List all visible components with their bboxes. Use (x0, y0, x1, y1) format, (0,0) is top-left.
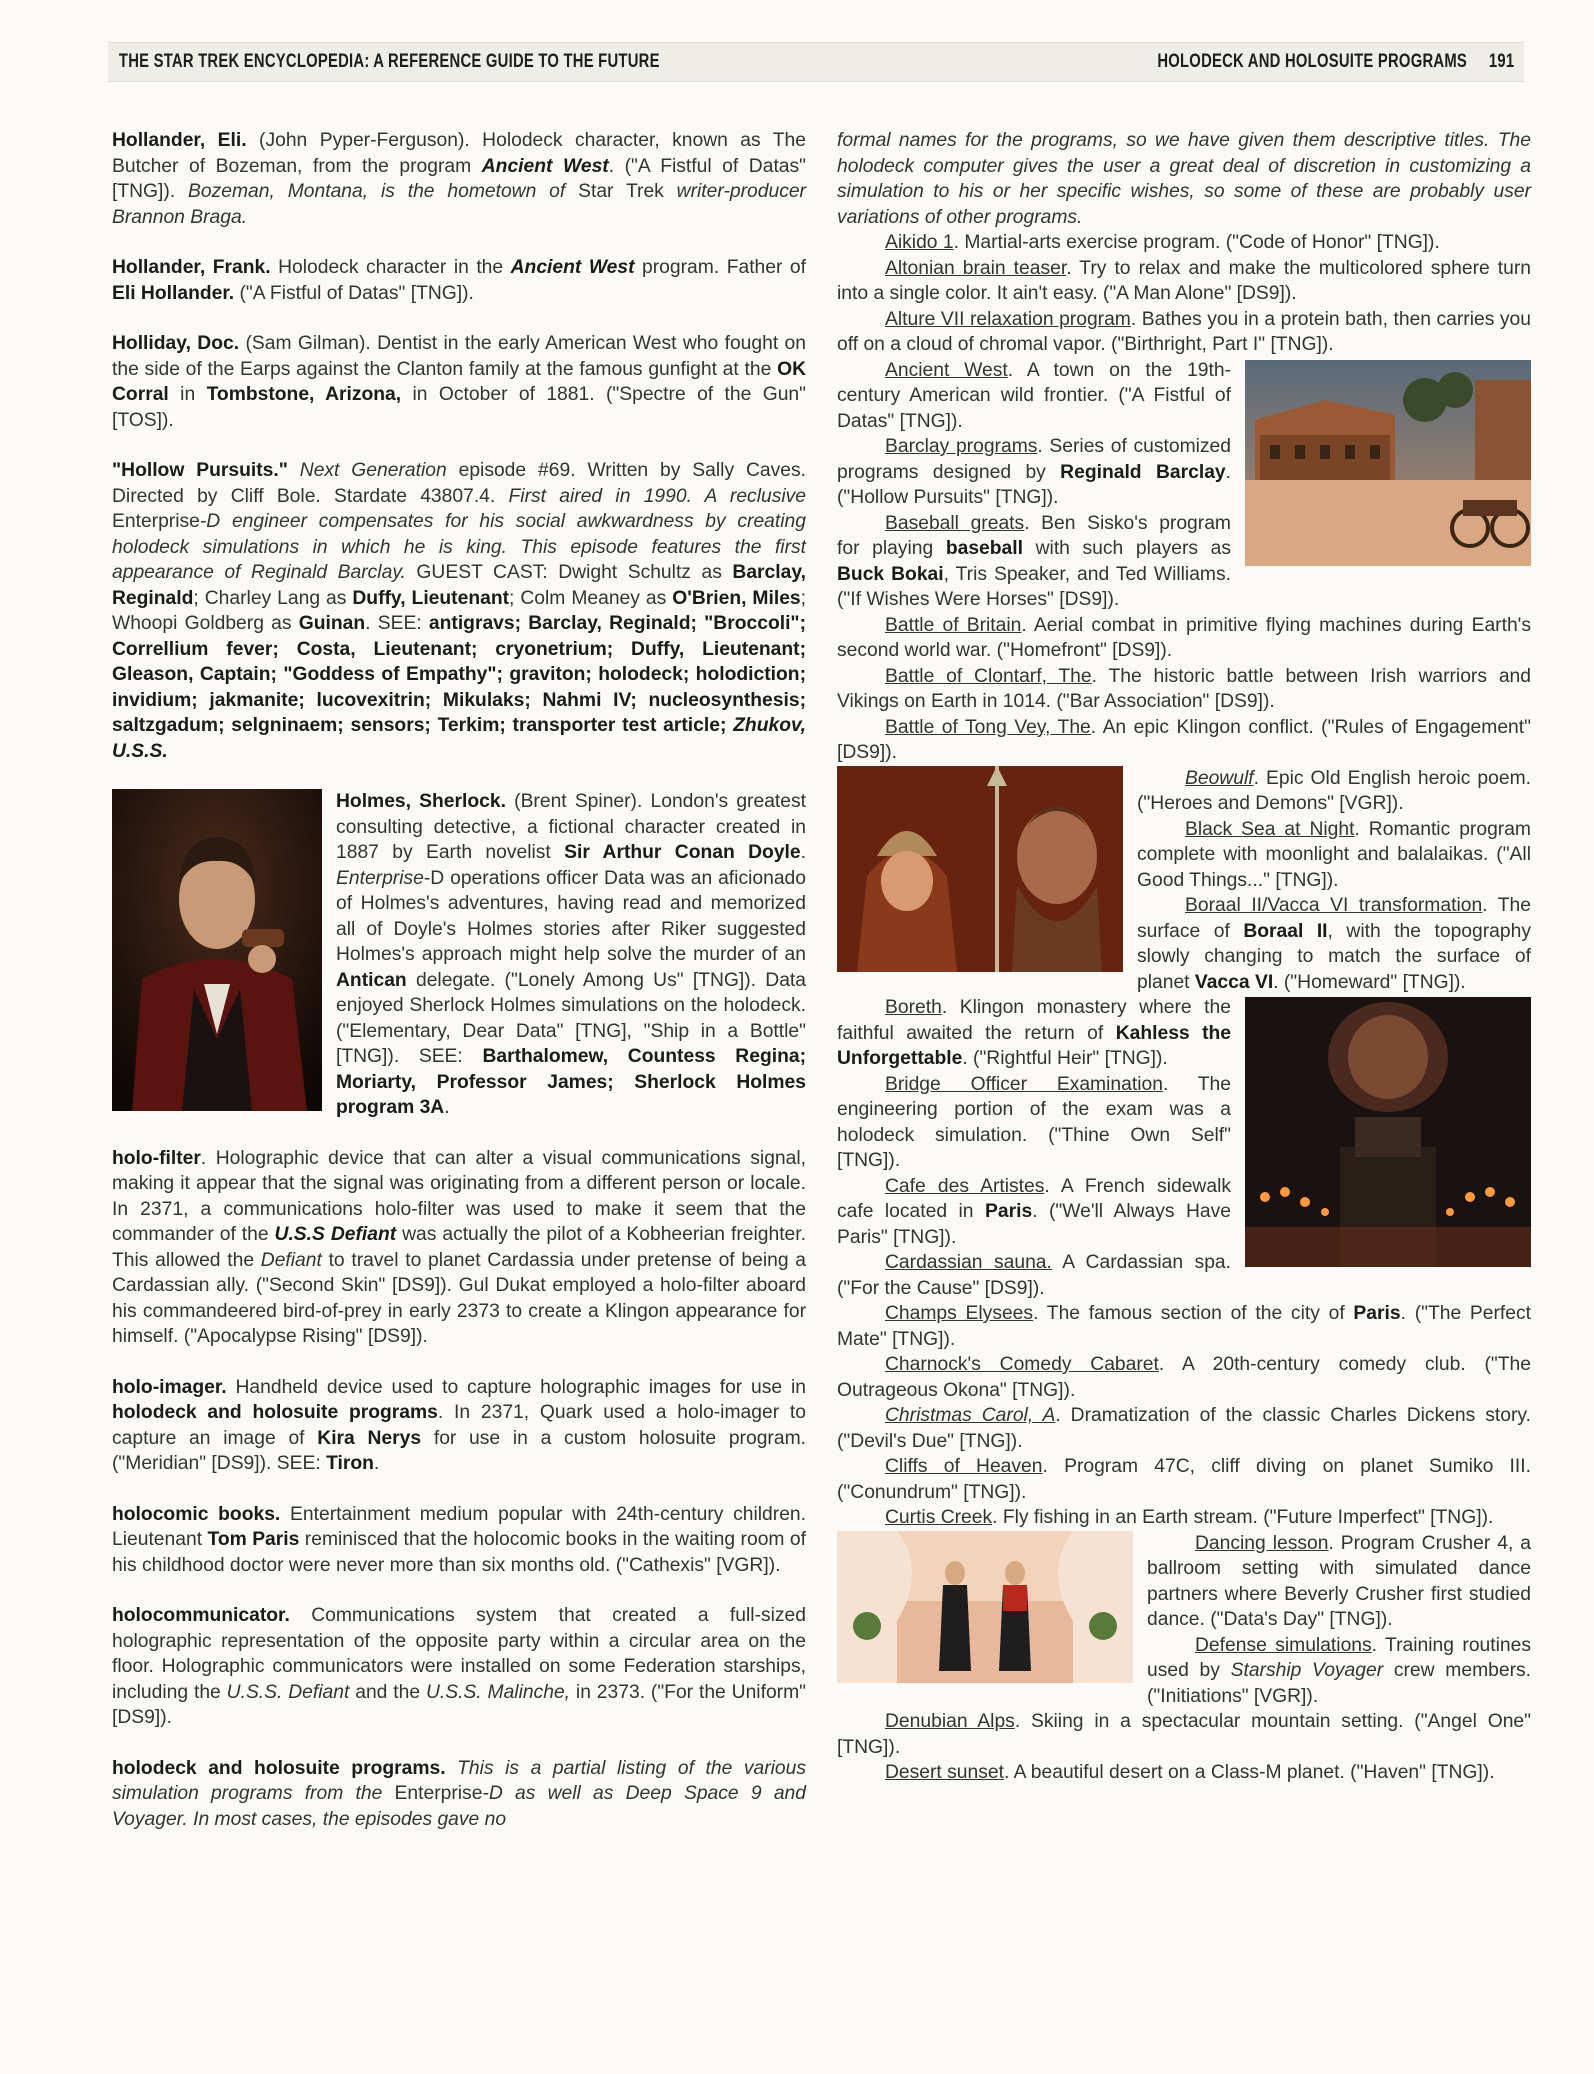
program-text: . The surface of (1137, 895, 1531, 942)
program-text: . ("The Perfect Mate" [TNG]). (837, 1303, 1532, 1350)
cross-reference: U.S.S Defiant (274, 1224, 397, 1245)
program-text: , with the topography slowly changing to match the surface of planet (1137, 920, 1531, 993)
entry-text: delegate. ("Lonely Among Us" [TNG]). Data enjoyed Sherlock Holmes simulations on the holodeck. ("Elementary, Dear Data" [TNG], "Ship in a Bottle" [TNG]). SEE: (336, 969, 806, 1067)
program-champs-elysees (837, 1301, 1531, 1352)
entry-text: in 2373. ("For the Uniform" [DS9]). (112, 1681, 806, 1728)
entry-text: in (168, 384, 207, 405)
program-name: Cardassian sauna. (885, 1252, 1052, 1273)
cross-reference: Paris (985, 1201, 1033, 1222)
program-text: . ("Hollow Pursuits" [TNG]). (837, 461, 1231, 508)
entry-note: This is a partial listing of the various simulation programs from the (112, 1757, 807, 1804)
program-name: Battle of Clontarf, The (885, 665, 1092, 687)
program-text: . Martial-arts exercise program. ("Code of Honor" [TNG]). (953, 232, 1440, 253)
program-note: Starship Voyager (1230, 1660, 1384, 1681)
program-text: . Ben Sisko's program for playing (837, 512, 1231, 559)
cross-reference: Ancient West (481, 155, 609, 177)
sherlock-holmes-photo (112, 789, 322, 1111)
entry-text: . (800, 842, 806, 863)
entry-note: U.S.S. Malinche, (425, 1681, 571, 1703)
cross-reference: Guinan (298, 613, 366, 634)
cross-reference: O'Brien, Miles (672, 587, 801, 609)
headword: Hollander, Frank. (112, 257, 271, 278)
cross-reference: Eli Hollander. (112, 282, 235, 304)
entry-text: . (444, 1097, 450, 1118)
cross-reference-list: Barthalomew, Countess Regina; Moriarty, Professor James; Sherlock Holmes program 3A (336, 1046, 807, 1118)
entry-text: ; Whoopi Goldberg as (112, 587, 807, 634)
program-text: . Fly fishing in an Earth stream. ("Future Imperfect" [TNG]). (992, 1507, 1494, 1528)
entry-text (288, 460, 300, 481)
entry-text: Handheld device used to capture holographic images for use in (226, 1376, 806, 1398)
entry-holocommunicator (112, 1603, 806, 1731)
boreth-photo (1245, 997, 1531, 1267)
program-name: Cliffs of Heaven (885, 1456, 1043, 1477)
entry-note: -D engineer compensates for his social awkwardness by creating holodeck simulations in which he is king. This episode features the first appearance of Reginald Barclay. (112, 511, 806, 583)
cross-reference: Buck Bokai (837, 563, 944, 585)
cross-reference: Kahless the Unforgettable (837, 1022, 1231, 1069)
headword: Hollander, Eli. (112, 130, 247, 151)
program-name: Altonian brain teaser (885, 257, 1067, 279)
cross-reference: baseball (945, 538, 1023, 559)
program-text: crew members. ("Initiations" [VGR]). (1147, 1660, 1531, 1707)
header-right (1158, 51, 1524, 73)
program-text: . Bathes you in a protein bath, then carries you off on a cloud of chromal vapor. ("Birthright, Part I" [TNG]). (837, 308, 1531, 355)
program-name: Battle of Britain (885, 614, 1022, 636)
program-text: . Dramatization of the classic Charles Dickens story. ("Devil's Due" [TNG]). (837, 1405, 1531, 1452)
program-battle-tong-vey (837, 715, 1531, 766)
entry-hollander-frank (112, 255, 806, 306)
program-text: . ("We'll Always Have Paris" [TNG]). (837, 1201, 1231, 1248)
program-text: . Klingon monastery where the faithful awaited the return of (837, 997, 1231, 1044)
ancient-west-photo (1245, 360, 1531, 566)
cross-reference: Kira Nerys (317, 1427, 422, 1449)
entry-text: . In 2371, Quark used a holo-imager to capture an image of (112, 1402, 806, 1449)
cross-reference: Antican (336, 969, 407, 991)
program-text: . ("Rightful Heir" [TNG]). (962, 1048, 1168, 1069)
headword: "Hollow Pursuits." (112, 460, 288, 481)
program-text: . An epic Klingon conflict. ("Rules of Engagement" [DS9]). (837, 716, 1531, 763)
entry-holocomic-books (112, 1502, 806, 1579)
program-text: . A 20th-century comedy club. ("The Outrageous Okona" [TNG]). (837, 1354, 1532, 1401)
entry-note: Next Generation (299, 460, 447, 481)
running-header (108, 42, 1524, 82)
entry-note: -D as well as Deep Space 9 and Voyager. In most cases, the episodes gave no (112, 1783, 806, 1830)
program-text: . A beautiful desert on a Class-M planet. ("Haven" [TNG]). (1003, 1762, 1495, 1783)
entry-text: ; Colm Meaney as (509, 587, 673, 609)
program-text: with such players as (1023, 538, 1231, 559)
entry-text: ; Charley Lang as (193, 587, 353, 609)
cross-reference: Tom Paris (207, 1529, 300, 1550)
cross-reference-list: antigravs; Barclay, Reginald; "Broccoli"; Correllium fever; Costa, Lieutenant; cryonetrium; Duffy, Lieutenant; Gleason, Captain; "Goddess of Empathy"; graviton; holodeck; holodiction; invidium; jakmanite; lucovexitrin; Mikulaks; Nahmi IV; nucleosynthesis; saltzgadum; selgninaem; sensors; Terkim; transporter test article; (112, 613, 806, 736)
program-text: . ("Homeward" [TNG]). (1273, 971, 1466, 993)
entry-text: Entertainment medium popular with 24th-century children. Lieutenant (112, 1503, 806, 1550)
program-text: . Training routines used by (1147, 1634, 1531, 1681)
entry-holodeck-programs (112, 1756, 806, 1833)
section-title: HOLODECK AND HOLOSUITE PROGRAMS (1157, 51, 1468, 72)
headword: Holliday, Doc. (112, 333, 240, 354)
entry-text: program. Father of (634, 257, 806, 278)
program-denubian-alps (837, 1709, 1531, 1760)
program-charnocks (837, 1352, 1531, 1403)
headword: holocomic books. (112, 1503, 281, 1525)
headword: holo-imager. (112, 1376, 227, 1398)
entry-text: in October of 1881. ("Spectre of the Gun" [TOS]). (112, 384, 806, 431)
program-text: , Tris Speaker, and Ted Williams. ("If Wishes Were Horses" [DS9]). (837, 563, 1231, 610)
program-name: Black Sea at Night (1185, 818, 1355, 840)
entry-text: ("A Fistful of Datas" [TNG]). (234, 282, 474, 304)
program-text: . The historic battle between Irish warriors and Vikings on Earth in 1014. ("Bar Association" [DS9]). (837, 665, 1531, 712)
program-text: . Epic Old English heroic poem. ("Heroes and Demons" [VGR]). (1137, 767, 1531, 814)
headword: Holmes, Sherlock. (336, 791, 506, 812)
program-name: Barclay programs (885, 436, 1038, 457)
cross-reference: Duffy, Lieutenant (352, 587, 510, 609)
entry-text: and the (349, 1681, 426, 1703)
entry-note: First aired in 1990. A reclusive (508, 485, 806, 507)
intro-continuation: formal names for the programs, so we have given them descriptive titles. The holodeck computer gives the user a great deal of discretion in customizing a simulation to his or her specific wishes, so some of these are probably user variations of other programs. (837, 130, 1531, 228)
entry-text: Holodeck character in the (270, 257, 511, 278)
entry-note: U.S.S. Defiant (226, 1681, 350, 1703)
cross-reference: Reginald Barclay (1060, 461, 1226, 483)
cross-reference: Sir Arthur Conan Doyle (564, 842, 801, 863)
program-name: Aikido 1 (885, 232, 954, 253)
program-name: Ancient West (885, 359, 1008, 381)
entry-text: (Brent Spiner). London's greatest consulting detective, a fictional character created in 1887 by Earth novelist (336, 791, 806, 863)
program-name: Battle of Tong Vey, The (885, 716, 1091, 738)
program-cliffs-of-heaven (837, 1454, 1531, 1505)
dancing-lesson-photo (837, 1531, 1133, 1683)
headword: holodeck and holosuite programs. (112, 1757, 446, 1779)
entry-text: was actually the pilot of a Kobheerian freighter. This allowed the (112, 1224, 806, 1271)
headword: holo-filter (112, 1147, 201, 1169)
program-text: . The engineering portion of the exam was a holodeck simulation. ("Thine Own Self" [TNG]). (837, 1073, 1232, 1171)
cross-reference: Vacca VI (1194, 971, 1274, 993)
program-name: Champs Elysees (885, 1303, 1034, 1324)
entry-holliday-doc (112, 331, 806, 433)
entry-hollander-eli (112, 128, 806, 230)
program-battle-britain (837, 613, 1531, 664)
entry-note: Bozeman, Montana, is the hometown of (188, 181, 566, 202)
program-name: Bridge Officer Examination (885, 1073, 1163, 1095)
entry-holo-filter (112, 1146, 806, 1350)
program-text: . A French sidewalk cafe located in (837, 1175, 1231, 1222)
entry-note: writer-producer Brannon Braga. (112, 181, 806, 228)
cross-reference: holodeck and holosuite programs (112, 1402, 438, 1423)
program-name: Denubian Alps (885, 1711, 1015, 1732)
cross-reference: Boraal II (1243, 920, 1328, 942)
program-text: . Program Crusher 4, a ballroom setting with simulated dance partners where Beverly Crusher first studied dance. ("Data's Day" [TNG]). (1147, 1532, 1531, 1630)
entry-text: . ("A Fistful of Datas" [TNG]). (112, 155, 807, 202)
program-name: Beowulf (1185, 767, 1254, 789)
program-name: Alture VII relaxation program (885, 308, 1131, 330)
program-name: Desert sunset (885, 1762, 1004, 1783)
entry-text: (Sam Gilman). Dentist in the early American West who fought on the side of the Earps against the Clanton family at the famous gunfight at the (112, 333, 807, 380)
program-text: . The famous section of the city of (1033, 1303, 1354, 1324)
cross-reference: OK Corral (112, 358, 806, 405)
cross-reference: Zhukov, U.S.S. (112, 715, 806, 762)
cross-reference: Tiron (326, 1453, 374, 1474)
program-aikido (837, 230, 1531, 256)
entry-note: Enterprise (336, 867, 424, 889)
entry-text: . (373, 1453, 380, 1474)
program-alture (837, 307, 1531, 358)
program-christmas-carol (837, 1403, 1531, 1454)
book-title: THE STAR TREK ENCYCLOPEDIA: A REFERENCE GUIDE TO THE FUTURE (118, 51, 660, 72)
entry-text: Star Trek (565, 181, 677, 202)
program-name: Boraal II/Vacca VI transformation (1185, 895, 1483, 916)
entry-text: . SEE: (365, 613, 429, 634)
entry-text: GUEST CAST: Dwight Schultz as (405, 562, 733, 583)
program-text: . Series of customized programs designed by (837, 436, 1231, 483)
cross-reference: Paris (1353, 1303, 1401, 1324)
program-name: Defense simulations (1195, 1634, 1372, 1656)
program-name: Boreth (885, 997, 942, 1018)
program-name: Dancing lesson (1195, 1532, 1329, 1554)
entry-text: -D operations officer Data was an aficionado of Holmes's adventures, having read and memorized all of Doyle's Holmes stories after Riker suggested Holmes's approach might help solve the murder of an (336, 867, 806, 965)
entry-note: Defiant (260, 1249, 322, 1271)
program-battle-clontarf (837, 664, 1531, 715)
entry-holo-imager (112, 1375, 806, 1477)
right-column (837, 128, 1531, 1786)
entry-text: Enterprise (112, 511, 200, 532)
program-text: . Romantic program complete with moonlight and balalaikas. ("All Good Things..." [TNG]). (1137, 818, 1531, 891)
page-number: 191 (1489, 51, 1515, 72)
left-column (112, 128, 806, 1857)
entry-text: for use in a custom holosuite program. ("Meridian" [DS9]). SEE: (112, 1427, 806, 1474)
entry-text: (John Pyper-Ferguson). Holodeck character, known as The Butcher of Bozeman, from the program (112, 130, 806, 177)
program-name: Cafe des Artistes (885, 1175, 1045, 1197)
entry-text: Communications system that created a full-sized holographic representation of the opposite party within a circular area on the floor. Holographic communicators were installed on some Federation starships, including the (112, 1605, 806, 1703)
cross-reference: Ancient West (510, 257, 635, 278)
cross-reference: Barclay, Reginald (112, 562, 806, 609)
beowulf-photo (837, 766, 1123, 972)
program-altonian (837, 256, 1531, 307)
program-text: . Aerial combat in primitive flying machines during Earth's second world war. ("Homefront" [DS9]). (837, 614, 1531, 661)
program-name: Curtis Creek (885, 1507, 993, 1528)
entry-text: to travel to planet Cardassia under pretense of being a Cardassian ally. ("Second Skin" [DS9]). Gul Dukat employed a holo-filter aboard his commandeered bird-of-prey in early 2373 to create a Klingon appearance for himself. ("Apocalypse Rising" [DS9]). (112, 1249, 806, 1347)
entry-text: . Holographic device that can alter a visual communications signal, making it appear that the signal was originating from a different person or locale. In 2371, a communications holo-filter was used to make it seem that the commander of the (112, 1147, 806, 1245)
program-text: . Try to relax and make the multicolored sphere turn into a single color. It ain't easy. ("A Man Alone" [DS9]). (837, 257, 1531, 304)
program-text: A Cardassian spa. ("For the Cause" [DS9]). (837, 1252, 1231, 1299)
headword: holocommunicator. (112, 1605, 290, 1626)
entry-text: episode #69. Written by Sally Caves. Directed by Cliff Bole. Stardate 43807.4. (112, 460, 806, 507)
program-name: Baseball greats (885, 512, 1025, 534)
entry-text: reminisced that the holocomic books in the waiting room of his childhood doctor were never more than six months old. ("Cathexis" [VGR]). (112, 1529, 806, 1576)
program-name: Christmas Carol, A (885, 1405, 1056, 1426)
entry-text: Enterprise (382, 1783, 483, 1804)
cross-reference: Tombstone, Arizona, (206, 384, 402, 405)
program-name: Charnock's Comedy Cabaret (885, 1354, 1159, 1375)
entry-hollow-pursuits (112, 458, 806, 764)
entry-holmes-sherlock (112, 789, 806, 1121)
program-text: . Program 47C, cliff diving on planet Sumiko III. ("Conundrum" [TNG]). (837, 1456, 1531, 1503)
program-text: . A town on the 19th-century American wild frontier. ("A Fistful of Datas" [TNG]). (837, 359, 1231, 432)
program-curtis-creek (837, 1505, 1531, 1531)
program-text: . Skiing in a spectacular mountain setting. ("Angel One" [TNG]). (837, 1711, 1531, 1758)
program-desert-sunset (837, 1760, 1531, 1786)
